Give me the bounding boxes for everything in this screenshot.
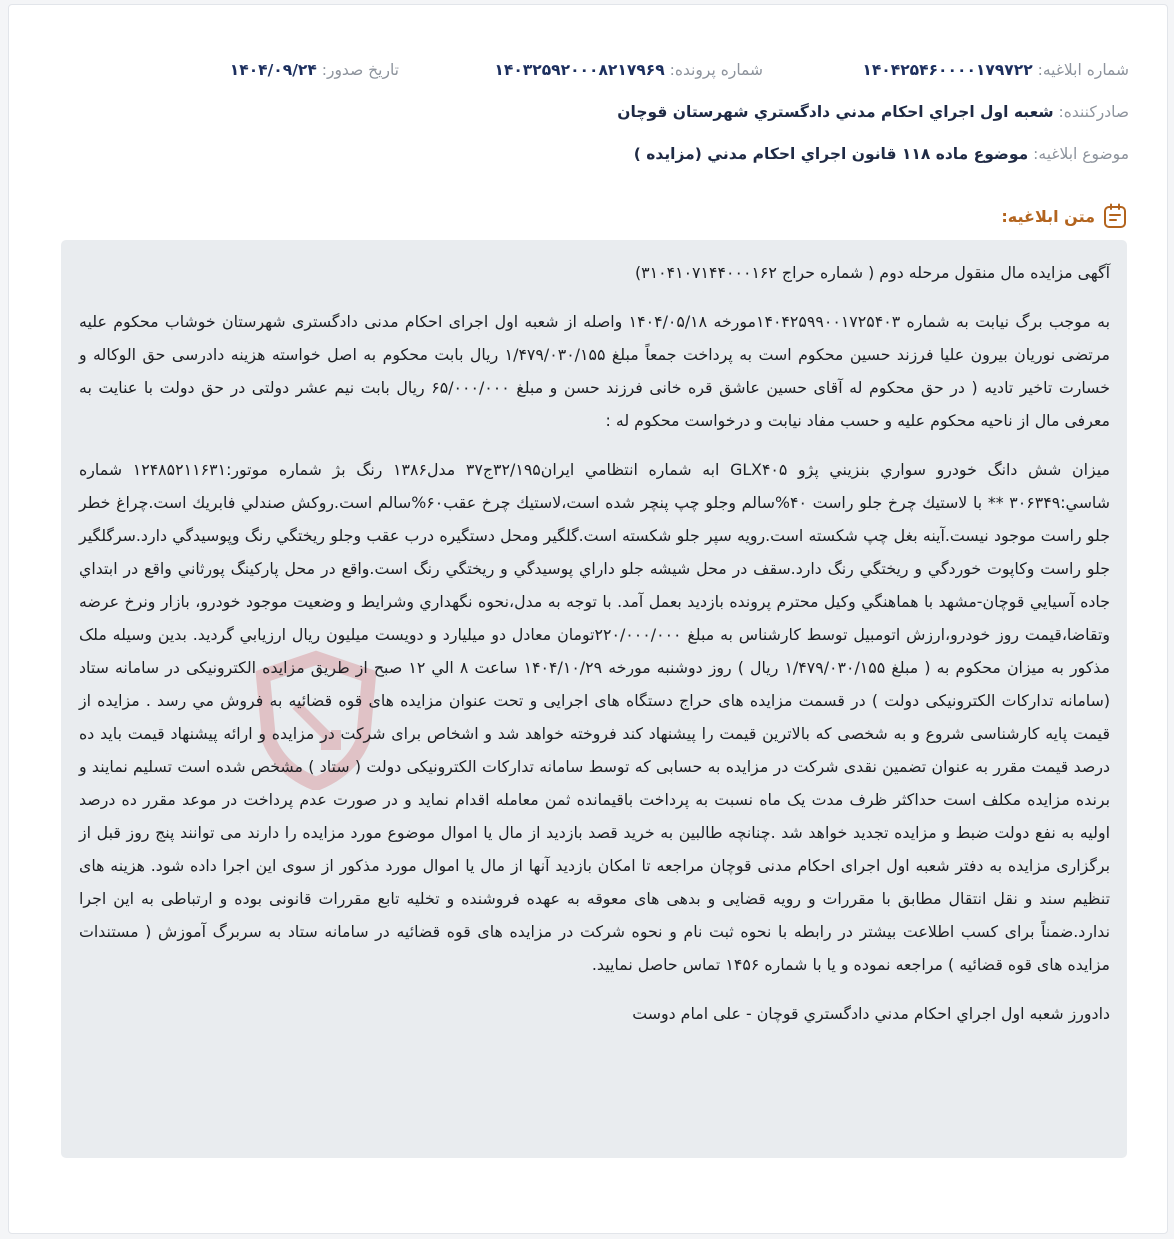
notice-text-box	[61, 240, 1127, 1158]
case-number-value: ۱۴۰۳۲۵۹۲۰۰۰۸۲۱۷۹۶۹	[494, 61, 665, 79]
subject-row	[47, 145, 1129, 163]
notice-title: آگهی مزایده مال منقول مرحله دوم ( شماره حراج ۳۱۰۴۱۰۷۱۴۴۰۰۰۱۶۲)	[634, 263, 1110, 282]
notice-number-label: شماره ابلاغیه:	[1037, 61, 1129, 79]
case-number	[494, 61, 763, 79]
notice-paragraph-1: به موجب برگ نیابت به شماره ۱۴۰۴۲۵۹۹۰۰۱۷۲۵۴۰۳مورخه ۱۴۰۴/۰۵/۱۸ واصله از شعبه اول اجرای احکام مدنی دادگستری شهرستان خوشاب محکوم علیه مرتضی نوریان بیرون علیا فرزند حسین محکوم است به پرداخت جمعاً مبلغ ۱/۴۷۹/۰۳۰/۱۵۵ ریال بابت محکوم به اصل خواسته هزینه دادرسی حق الوکاله و خسارت تاخیر تادیه ( در حق محکوم له آقای حسین عاشق قره خانی فرزند حسن و مبلغ ۶۵/۰۰۰/۰۰۰ ریال بابت نیم عشر دولتی در حق دولت با عنایت به معرفی مال از ناحیه محکوم علیه و حسب مفاد نیابت و درخواست محکوم له :	[79, 312, 1110, 430]
issue-date-value: ۱۴۰۴/۰۹/۲۴	[229, 61, 317, 79]
issue-date-label: تاریخ صدور:	[321, 61, 399, 79]
subject-value: موضوع ماده ۱۱۸ قانون اجراي احكام مدني (مزايده )	[633, 145, 1029, 163]
section-title: متن ابلاغیه:	[1001, 206, 1095, 226]
notepad-icon	[1103, 203, 1127, 229]
notice-card	[8, 4, 1168, 1234]
issuer-value: شعبه اول اجراي احكام مدني دادگستري شهرستان قوچان	[617, 103, 1054, 121]
notice-paragraph-2: میزان شش دانگ خودرو سواري بنزيني پژو GLX۴۰۵ ابه شماره انتظامي ايران۳۲/۱۹۵ج۳۷ مدل۱۳۸۶ رنگ بژ شماره موتور:۱۲۴۸۵۲۱۱۶۳۱ شماره شاسي:۳۰۶۳۴۹ ** با لاستيك چرخ جلو راست ۴۰%سالم وجلو چپ پنچر شده است،لاستيك چرخ عقب۶۰%سالم است.روكش صندلي فابريك است.چراغ خطر جلو راست موجود نيست.آينه بغل چپ شكسته است.رويه سپر جلو شكسته است.گلگير ومحل دستگيره درب عقب وجلو ريختگي رنگ وپوسيدگي دارد.سرگلگير جلو راست وكاپوت خوردگي و ريختگي رنگ دارد.سقف در محل شيشه جلو داراي پوسيدگي و ريختگي رنگ است.واقع در محل پاركينگ پورثاني واقع در ابتداي جاده آسيايي قوچان-مشهد با هماهنگي وكيل محترم پرونده بازديد بعمل آمد. با توجه به مدل،نحوه نگهداري وشرايط و وضعيت موجود خودرو، بازار ونرخ عرضه وتقاضا،قيمت روز خودرو،ارزش اتومبيل توسط كارشناس به مبلغ ۲۲۰/۰۰۰/۰۰۰تومان معادل دو ميليارد و دويست ميليون ريال ارزيابي گرديد. بدین وسیله ملک مذکور به میزان محکوم به ( مبلغ ۱/۴۷۹/۰۳۰/۱۵۵ ریال ) روز دوشنبه مورخه ۱۴۰۴/۱۰/۲۹ ساعت ۸ الي ۱۲ صبح از طریق مزایده الکترونیکی در سامانه ستاد (سامانه تدارکات الکترونیکی دولت ) در قسمت مزایده های حراج دستگاه های اجرایی و تحت عنوان مزایده های قوه قضائیه به فروش مي رسد . مزایده از قیمت پایه کارشناسی شروع و به شخصی که بالاترین قیمت را پیشنهاد کند فروخته خواهد شد و اشخاص برای شرکت در مزایده و ارائه پیشنهاد قیمت باید ده درصد قیمت مقرر به عنوان تضمین نقدی شرکت در مزایده به حسابی که توسط سامانه تدارکات الکترونیکی دولت ( ستاد ) مشخص شده است تسلیم نمایند و برنده مزایده مکلف است حداکثر ظرف مدت یک ماه نسبت به پرداخت باقیمانده ثمن معامله اقدام نماید و در صورت عدم پرداخت در موعد مقرر ده درصد اولیه به نفع دولت ضبط و مزایده تجدید خواهد شد .چنانچه طالبین به خرید قصد بازدید از مال یا اموال موضوع مورد مزایده را دارند می توانند پنج روز قبل از برگزاری مزایده به دفتر شعبه اول اجرای احکام مدنی قوچان مراجعه تا امکان بازدید آنها از مال یا اموال مورد مذکور از سوی این اجرا داده شود. هزینه های تنظیم سند و نقل انتقال مطابق با مقررات و رویه قضایی و بدهی های معوقه به عهده فروشنده و تخلیه تابع مقررات قانونی بوده و ارتباطی به این اجرا ندارد.ضمناً برای کسب اطلاعت بیشتر در رابطه با نحوه ثبت نام و نحوه شرکت در مزایده های قوه قضائیه در سامانه ستاد به سربرگ آموزش ( مستندات مزایده های قوه قضائیه ) مراجعه نموده و یا با شماره ۱۴۵۶ تماس حاصل نمایید.	[79, 460, 1111, 974]
issuer-label: صادرکننده:	[1058, 103, 1129, 121]
subject-label: موضوع ابلاغیه:	[1033, 145, 1129, 163]
issue-date	[230, 61, 399, 79]
case-number-label: شماره پرونده:	[669, 61, 763, 79]
issuer-row	[47, 103, 1129, 121]
notice-signature: دادورز شعبه اول اجراي احكام مدني دادگستري قوچان - علی امام دوست	[632, 1004, 1110, 1023]
meta-row	[47, 61, 1129, 85]
section-heading	[1001, 203, 1127, 229]
notice-number	[862, 61, 1129, 79]
notice-number-value: ۱۴۰۴۲۵۴۶۰۰۰۰۱۷۹۷۲۲	[862, 61, 1033, 79]
